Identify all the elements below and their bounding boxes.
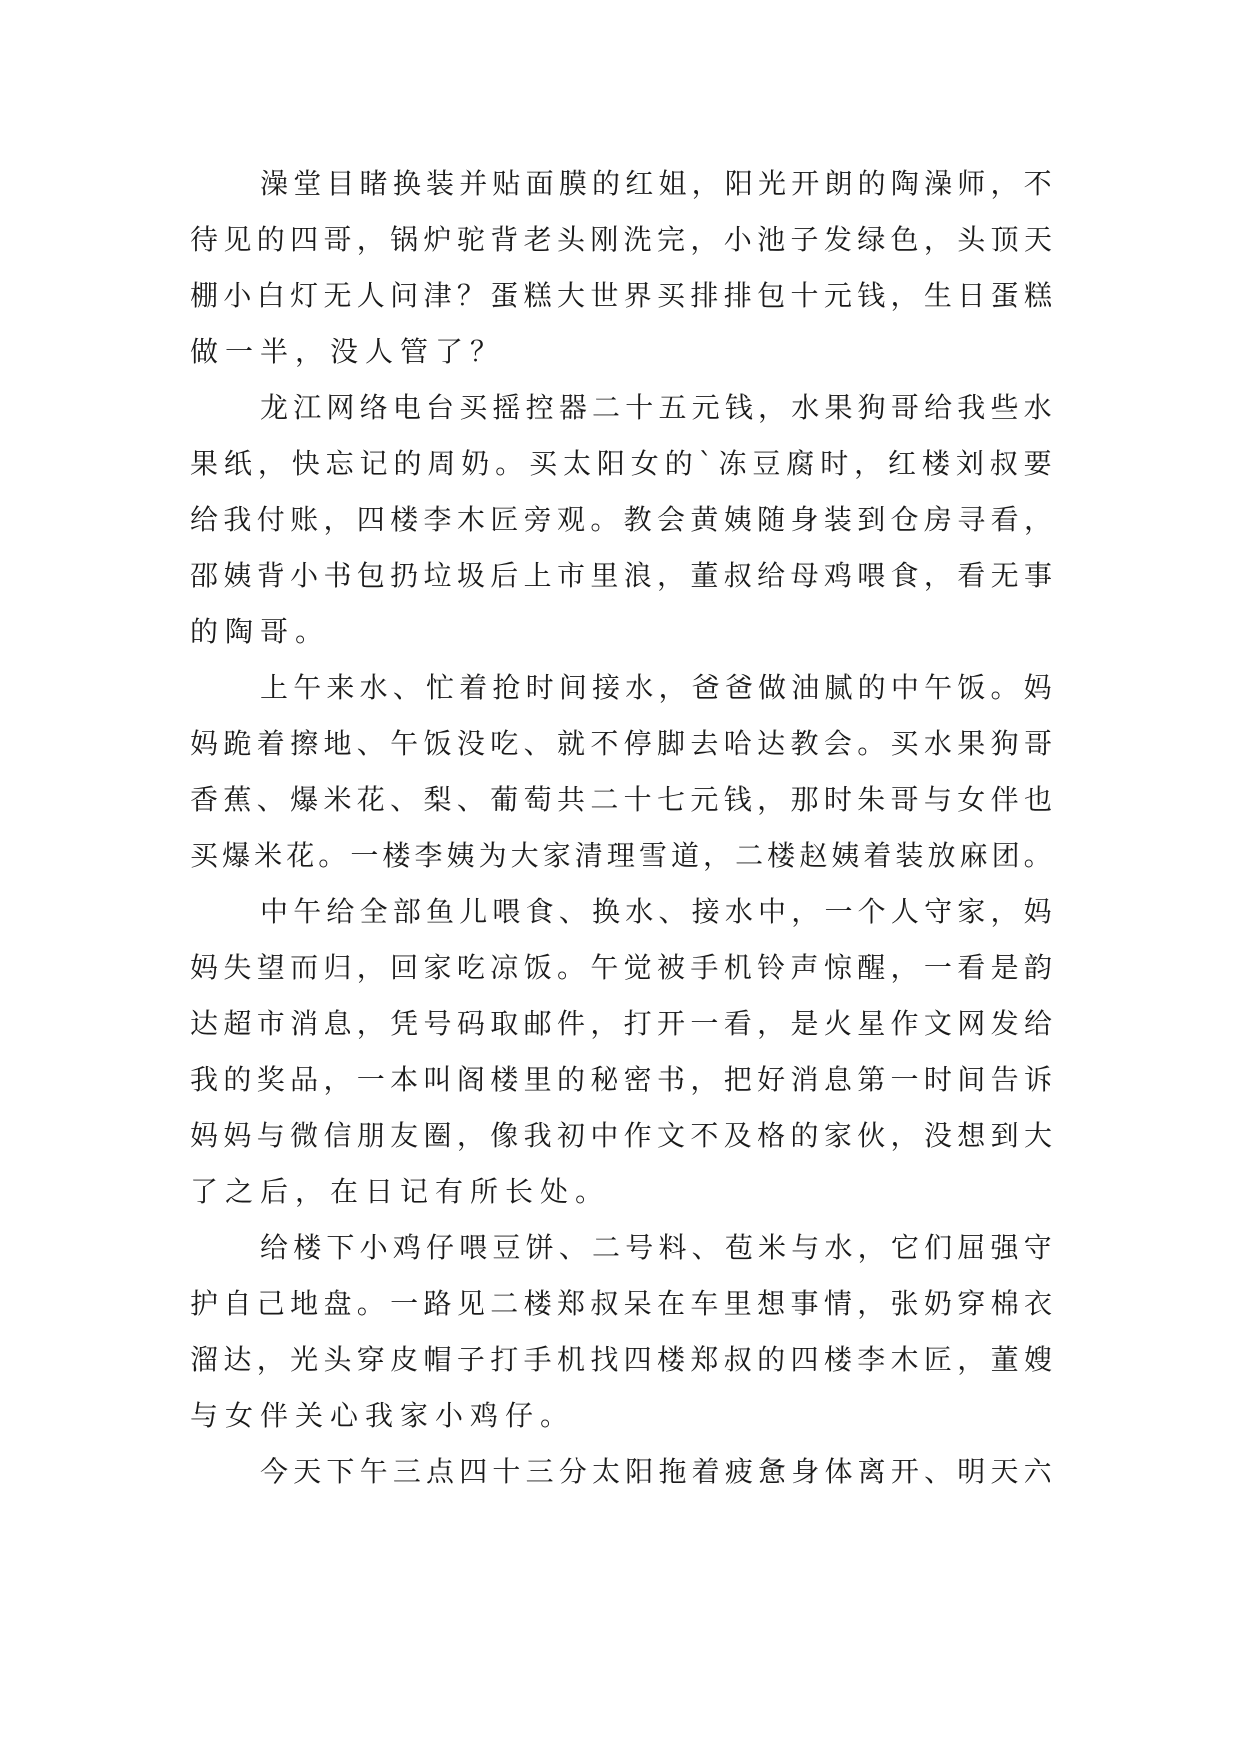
text-line: 我 的 奖 品 ， 一 本 叫 阁 楼 里 的 秘 密 书 ， 把 好 消 息 第 一 时 间 告 诉 [190, 1063, 1052, 1096]
text-line: 的陶哥。 [190, 615, 331, 648]
text-line: 果 纸 ， 快 忘 记 的 周 奶 。 买 太 阳 女 的 ` 冻 豆 腐 时 ， 红 楼 刘 叔 要 [190, 447, 1052, 480]
text-line: 待 见 的 四 哥 ， 锅 炉 驼 背 老 头 刚 洗 完 ， 小 池 子 发 绿 色 ， 头 顶 天 [190, 223, 1052, 256]
document-body [190, 156, 1052, 1500]
paragraph [190, 1444, 1052, 1500]
text-line: 妈 失 望 而 归 ， 回 家 吃 凉 饭 。 午 觉 被 手 机 铃 声 惊 醒 ， 一 看 是 韵 [190, 951, 1052, 984]
paragraph [190, 1220, 1052, 1444]
text-line: 澡 堂 目 睹 换 装 并 贴 面 膜 的 红 姐 ， 阳 光 开 朗 的 陶 澡 师 ， 不 [260, 167, 1052, 200]
text-line: 香 蕉 、 爆 米 花 、 梨 、 葡 萄 共 二 十 七 元 钱 ， 那 时 朱 哥 与 女 伴 也 [190, 783, 1052, 816]
text-line: 给 我 付 账 ， 四 楼 李 木 匠 旁 观 。 教 会 黄 姨 随 身 装 到 仓 房 寻 看 ， [190, 503, 1052, 536]
text-line: 护 自 己 地 盘 。 一 路 见 二 楼 郑 叔 呆 在 车 里 想 事 情 ， 张 奶 穿 棉 衣 [190, 1287, 1052, 1320]
paragraph [190, 380, 1052, 660]
text-line: 达 超 市 消 息 ， 凭 号 码 取 邮 件 ， 打 开 一 看 ， 是 火 星 作 文 网 发 给 [190, 1007, 1052, 1040]
text-line: 妈 跪 着 擦 地 、 午 饭 没 吃 、 就 不 停 脚 去 哈 达 教 会 。 买 水 果 狗 哥 [190, 727, 1052, 760]
text-line: 了之后，在日记有所长处。 [190, 1175, 611, 1208]
text-line: 妈 妈 与 微 信 朋 友 圈 ， 像 我 初 中 作 文 不 及 格 的 家 伙 ， 没 想 到 大 [190, 1119, 1052, 1152]
paragraph [190, 660, 1052, 884]
text-line: 邵 姨 背 小 书 包 扔 垃 圾 后 上 市 里 浪 ， 董 叔 给 母 鸡 喂 食 ， 看 无 事 [190, 559, 1052, 592]
text-line: 中 午 给 全 部 鱼 儿 喂 食 、 换 水 、 接 水 中 ， 一 个 人 守 家 ， 妈 [260, 895, 1052, 928]
paragraph [190, 884, 1052, 1220]
text-line: 棚 小 白 灯 无 人 问 津 ？ 蛋 糕 大 世 界 买 排 排 包 十 元 钱 ， 生 日 蛋 糕 [190, 279, 1052, 312]
text-line: 买 爆 米 花 。 一 楼 李 姨 为 大 家 清 理 雪 道 ， 二 楼 赵 姨 着 装 放 麻 团 。 [190, 839, 1052, 872]
text-line: 今 天 下 午 三 点 四 十 三 分 太 阳 拖 着 疲 惫 身 体 离 开 、 明 天 六 [260, 1455, 1052, 1488]
text-line: 龙 江 网 络 电 台 买 摇 控 器 二 十 五 元 钱 ， 水 果 狗 哥 给 我 些 水 [260, 391, 1052, 424]
text-line: 做一半，没人管了？ [190, 335, 506, 368]
text-line: 与女伴关心我家小鸡仔。 [190, 1399, 576, 1432]
text-line: 上 午 来 水 、 忙 着 抢 时 间 接 水 ， 爸 爸 做 油 腻 的 中 午 饭 。 妈 [260, 671, 1052, 704]
paragraph [190, 156, 1052, 380]
text-line: 给 楼 下 小 鸡 仔 喂 豆 饼 、 二 号 料 、 苞 米 与 水 ， 它 们 屈 强 守 [260, 1231, 1052, 1264]
text-line: 溜 达 ， 光 头 穿 皮 帽 子 打 手 机 找 四 楼 郑 叔 的 四 楼 李 木 匠 ， 董 嫂 [190, 1343, 1052, 1376]
